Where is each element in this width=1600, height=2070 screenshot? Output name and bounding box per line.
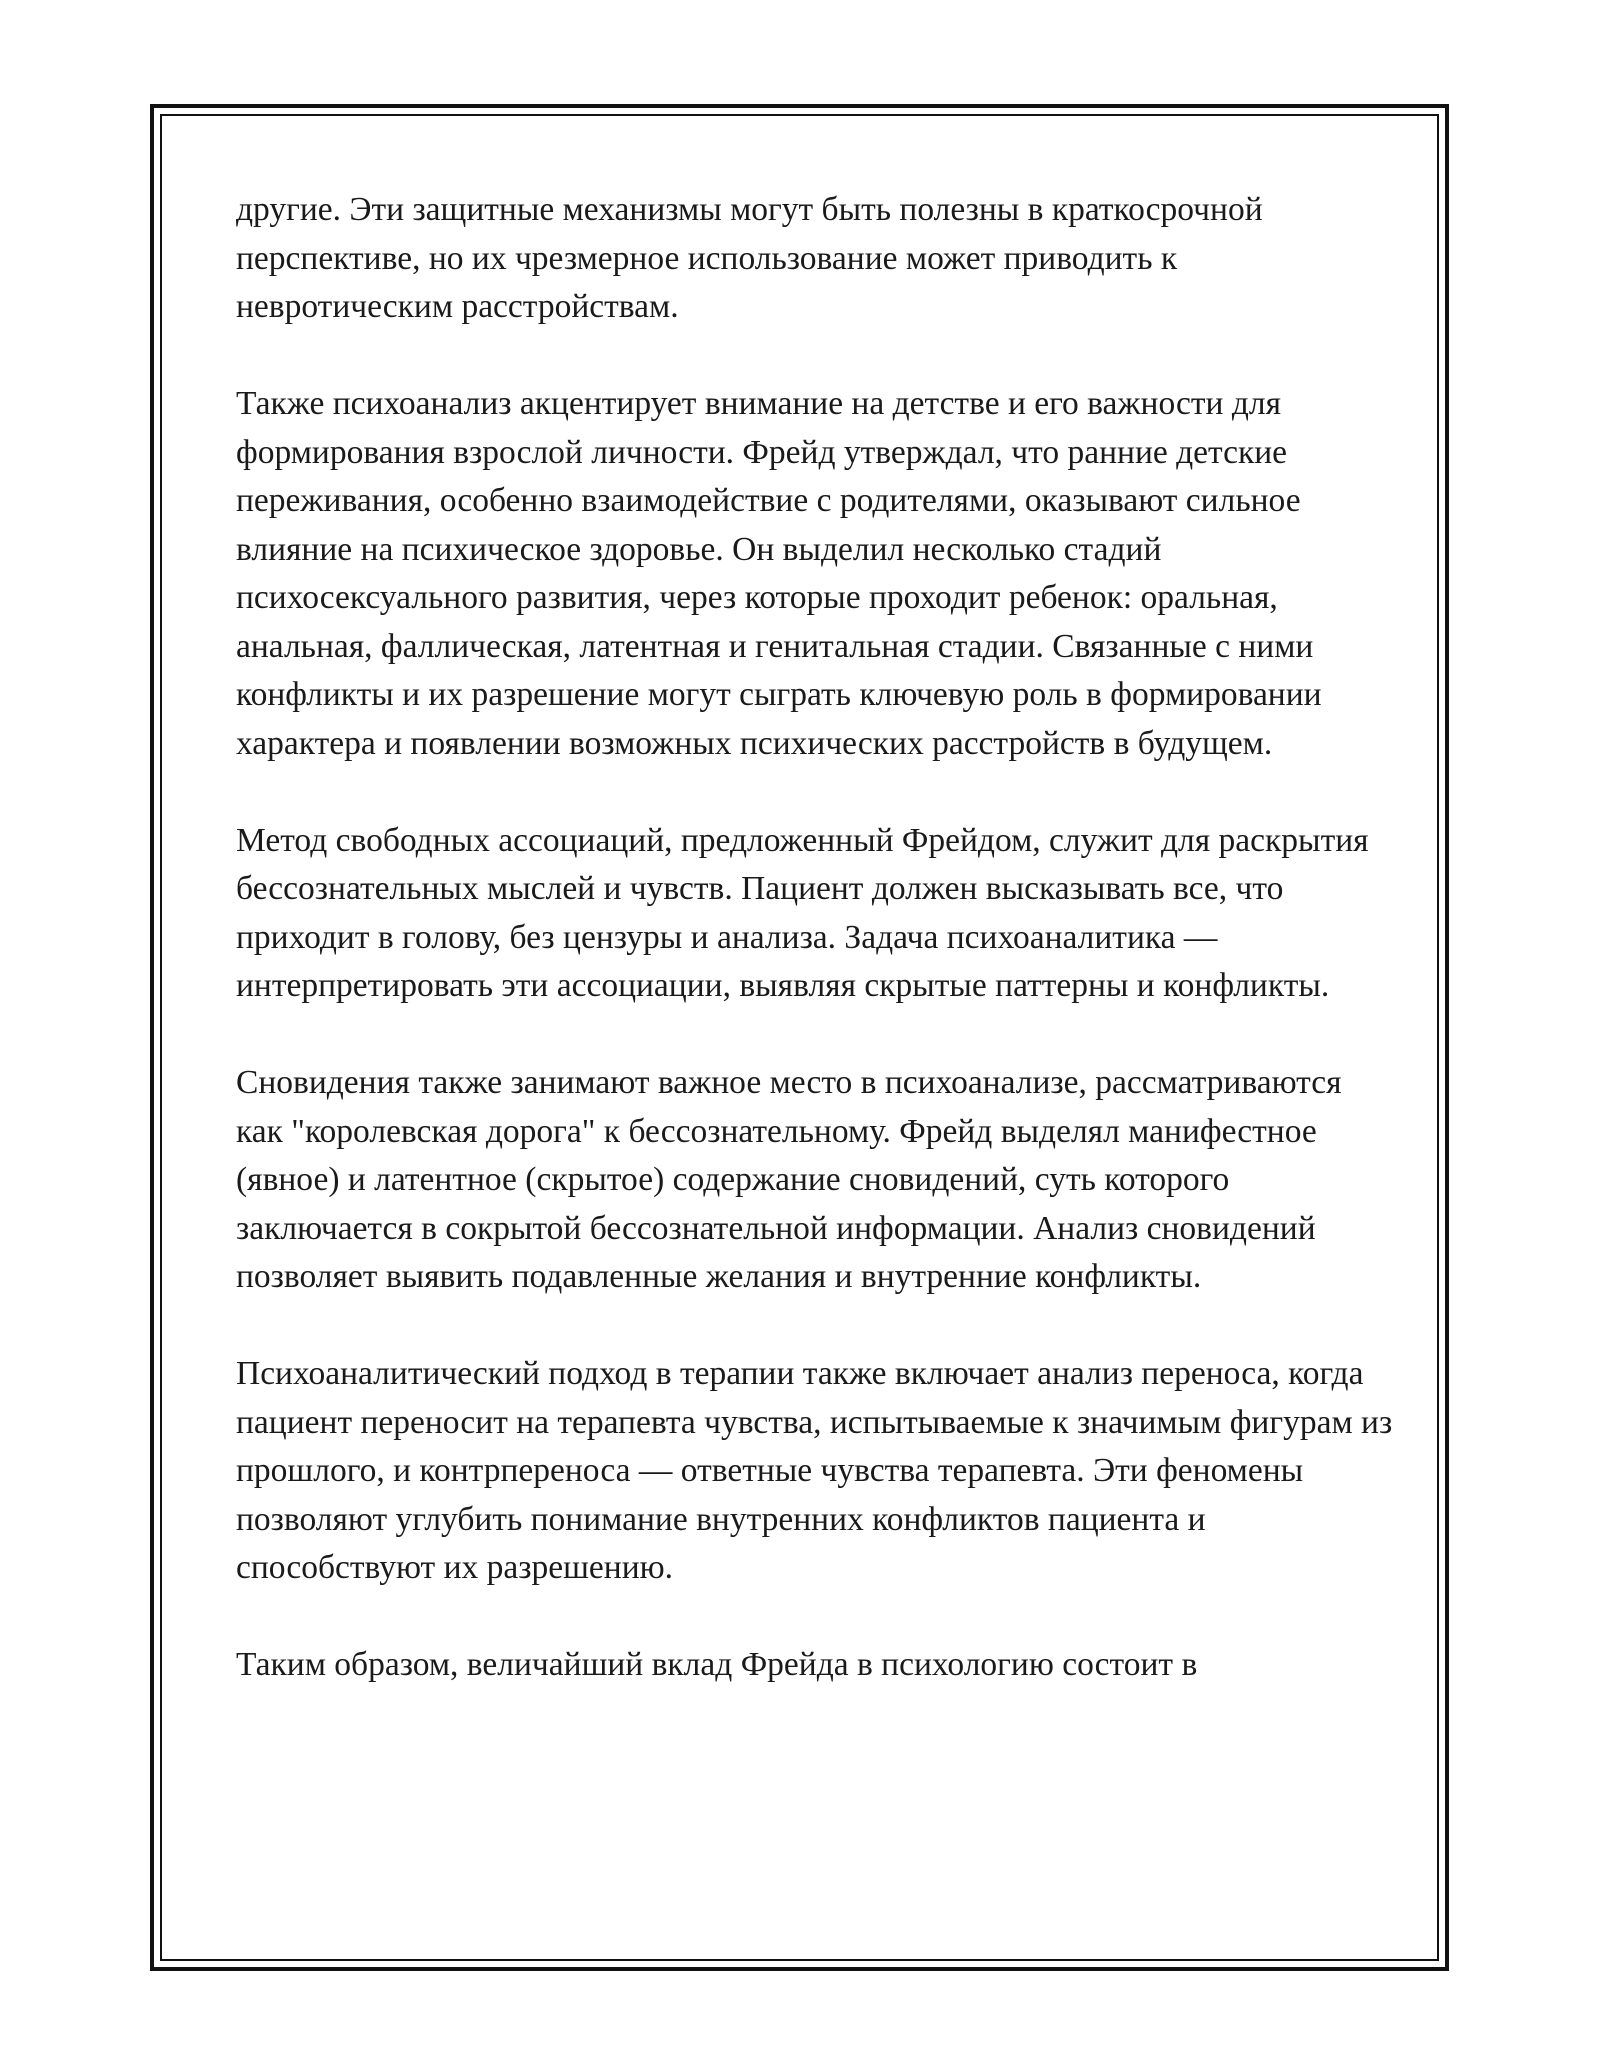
document-body [236, 186, 1396, 1690]
paragraph-4: Сновидения также занимают важное место в психоанализе, рассматриваются как "королевская дорога" к бессознательному. Фрейд выделял манифестное (явное) и латентное (скрытое) содержание сновидений, суть которого заключается в сокрытой бессознательной информации. Анализ сновидений позволяет выявить подавленные желания и внутренние конфликты. [236, 1064, 1342, 1295]
paragraph-1: другие. Эти защитные механизмы могут быть полезны в краткосрочной перспективе, но их чрезмерное использование может приводить к невротическим расстройствам. [236, 191, 1263, 325]
paragraph-3: Метод свободных ассоциаций, предложенный Фрейдом, служит для раскрытия бессознательных мыслей и чувств. Пациент должен высказывать все, что приходит в голову, без цензуры и анализа. Задача психоаналитика — интерпретировать эти ассоциации, выявляя скрытые паттерны и конфликты. [236, 821, 1369, 1004]
paragraph-2: Также психоанализ акцентирует внимание на детстве и его важности для формирования взрослой личности. Фрейд утверждал, что ранние детские переживания, особенно взаимодействие с родителями, оказывают сильное влияние на психическое здоровье. Он выделил несколько стадий психосексуального развития, через которые проходит ребенок: оральная, анальная, фаллическая, латентная и генитальная стадии. Связанные с ними конфликты и их разрешение могут сыграть ключевую роль в формировании характера и появлении возможных психических расстройств в будущем. [236, 385, 1322, 762]
paragraph-5: Психоаналитический подход в терапии также включает анализ переноса, когда пациент переносит на терапевта чувства, испытываемые к значимым фигурам из прошлого, и контрпереноса — ответные чувства терапевта. Эти феномены позволяют углубить понимание внутренних конфликтов пациента и способствуют их разрешению. [236, 1355, 1393, 1586]
paragraph-6: Таким образом, величайший вклад Фрейда в психологию состоит в [236, 1646, 1198, 1683]
